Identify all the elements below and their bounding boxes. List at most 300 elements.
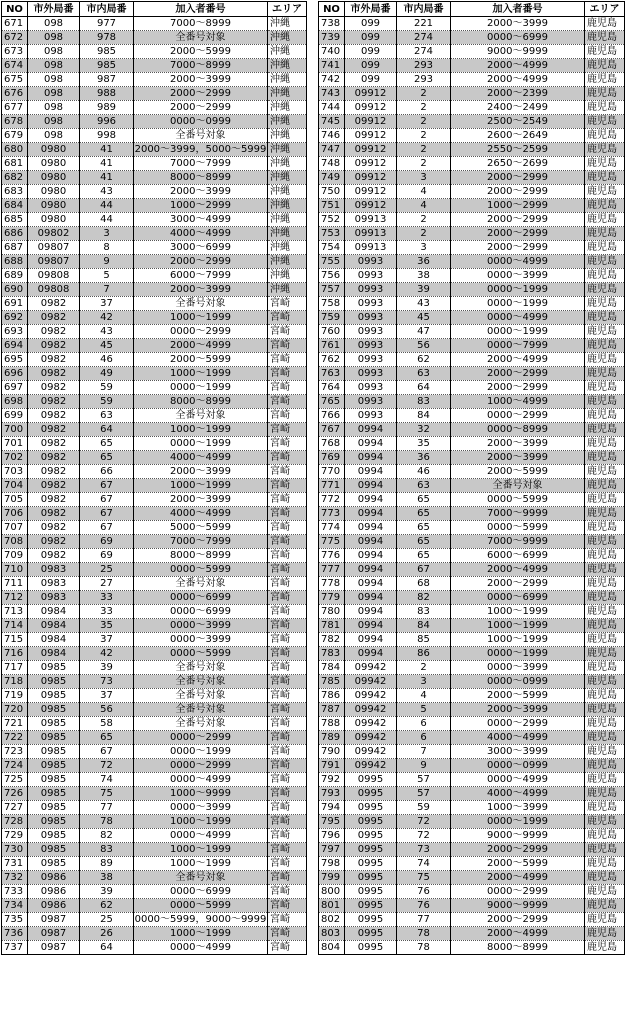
table-row <box>2 857 307 871</box>
cell-local-code: 41 <box>80 171 134 185</box>
cell-subscriber-number: 2000～2999 <box>451 843 585 857</box>
cell-area: 鹿児島 <box>585 745 625 759</box>
table-row <box>319 759 625 773</box>
cell-area: 宮崎 <box>268 437 307 451</box>
cell-local-code: 56 <box>80 703 134 717</box>
cell-subscriber-number: 2000～3999，5000～5999 <box>134 144 267 155</box>
table-row <box>319 17 625 31</box>
cell-subscriber-number: 2000～3999 <box>134 465 268 479</box>
cell-subscriber-number: 7000～7999 <box>134 535 268 549</box>
cell-no: 763 <box>319 367 345 381</box>
cell-area-code: 0982 <box>28 535 80 549</box>
cell-area: 鹿児島 <box>585 381 625 395</box>
cell-area-code: 0994 <box>345 465 397 479</box>
cell-local-code: 5 <box>397 703 451 717</box>
cell-area: 鹿児島 <box>585 577 625 591</box>
cell-area: 宮崎 <box>268 619 307 633</box>
cell-local-code: 67 <box>80 493 134 507</box>
table-row <box>2 871 307 885</box>
left-table-body <box>2 17 307 955</box>
cell-area-code: 0994 <box>345 647 397 661</box>
cell-no: 700 <box>2 423 28 437</box>
cell-area: 鹿児島 <box>585 423 625 437</box>
cell-local-code: 73 <box>80 675 134 689</box>
table-row <box>2 157 307 171</box>
cell-area: 宮崎 <box>268 843 307 857</box>
cell-subscriber-number: 2000～5999 <box>451 689 585 703</box>
table-row <box>319 101 625 115</box>
cell-area: 鹿児島 <box>585 115 625 129</box>
cell-area-code: 0982 <box>28 451 80 465</box>
table-row <box>2 675 307 689</box>
cell-local-code: 65 <box>397 507 451 521</box>
cell-subscriber-number: 2600～2649 <box>451 129 585 143</box>
cell-local-code: 39 <box>80 885 134 899</box>
cell-no: 708 <box>2 535 28 549</box>
cell-area-code: 09912 <box>345 185 397 199</box>
cell-area-code: 09942 <box>345 717 397 731</box>
cell-local-code: 45 <box>397 311 451 325</box>
cell-subscriber-number: 2000～3999 <box>451 437 585 451</box>
cell-subscriber-number: 8000～8999 <box>134 171 268 185</box>
cell-area: 鹿児島 <box>585 717 625 731</box>
cell-area-code: 0994 <box>345 633 397 647</box>
cell-area-code: 0984 <box>28 619 80 633</box>
cell-subscriber-number: 4000～4999 <box>451 731 585 745</box>
cell-area: 宮崎 <box>268 549 307 563</box>
table-row <box>2 423 307 437</box>
cell-subscriber-number: 全番号対象 <box>134 577 268 591</box>
cell-no: 749 <box>319 171 345 185</box>
cell-local-code: 66 <box>80 465 134 479</box>
cell-area: 鹿児島 <box>585 675 625 689</box>
cell-area: 宮崎 <box>268 787 307 801</box>
table-row <box>319 619 625 633</box>
cell-local-code: 63 <box>397 479 451 493</box>
table-row <box>319 185 625 199</box>
table-row <box>319 605 625 619</box>
cell-area: 鹿児島 <box>585 871 625 885</box>
cell-area-code: 098 <box>28 59 80 73</box>
table-row <box>2 297 307 311</box>
cell-local-code: 37 <box>80 689 134 703</box>
cell-local-code: 75 <box>397 871 451 885</box>
cell-area: 鹿児島 <box>585 395 625 409</box>
cell-subscriber-number: 0000～5999 <box>451 521 585 535</box>
cell-no: 722 <box>2 731 28 745</box>
cell-no: 733 <box>2 885 28 899</box>
cell-local-code: 43 <box>80 325 134 339</box>
cell-subscriber-number: 0000～0999 <box>451 759 585 773</box>
cell-area: 宮崎 <box>268 577 307 591</box>
cell-subscriber-number: 2000～5999 <box>451 857 585 871</box>
table-row <box>2 213 307 227</box>
cell-area: 沖縄 <box>268 87 307 101</box>
cell-local-code: 76 <box>397 885 451 899</box>
cell-local-code: 82 <box>80 829 134 843</box>
cell-area: 鹿児島 <box>585 857 625 871</box>
table-row <box>2 45 307 59</box>
cell-area-code: 0993 <box>345 367 397 381</box>
cell-area-code: 0994 <box>345 493 397 507</box>
cell-area: 鹿児島 <box>585 479 625 493</box>
cell-local-code: 47 <box>397 325 451 339</box>
cell-area-code: 0994 <box>345 549 397 563</box>
cell-local-code: 65 <box>80 731 134 745</box>
cell-no: 686 <box>2 227 28 241</box>
cell-no: 711 <box>2 577 28 591</box>
cell-area: 鹿児島 <box>585 787 625 801</box>
cell-area: 鹿児島 <box>585 101 625 115</box>
cell-area-code: 0995 <box>345 857 397 871</box>
cell-area-code: 0995 <box>345 843 397 857</box>
table-row <box>2 927 307 941</box>
cell-area-code: 0985 <box>28 843 80 857</box>
cell-area: 宮崎 <box>268 759 307 773</box>
cell-area-code: 0994 <box>345 535 397 549</box>
cell-local-code: 73 <box>397 843 451 857</box>
cell-no: 769 <box>319 451 345 465</box>
cell-area-code: 09912 <box>345 199 397 213</box>
cell-local-code: 33 <box>80 591 134 605</box>
cell-no: 725 <box>2 773 28 787</box>
cell-area: 宮崎 <box>268 339 307 353</box>
cell-area-code: 0987 <box>28 927 80 941</box>
cell-area: 沖縄 <box>268 199 307 213</box>
cell-area-code: 0982 <box>28 549 80 563</box>
cell-area-code: 098 <box>28 101 80 115</box>
header-local-code: 市内局番 <box>80 2 134 17</box>
cell-subscriber-number: 7000～9999 <box>451 507 585 521</box>
cell-no: 799 <box>319 871 345 885</box>
cell-area-code: 0994 <box>345 591 397 605</box>
cell-subscriber-number: 0000～2999 <box>134 325 268 339</box>
cell-local-code: 2 <box>397 87 451 101</box>
cell-area-code: 0985 <box>28 787 80 801</box>
table-row <box>319 857 625 871</box>
cell-area-code: 0985 <box>28 857 80 871</box>
cell-no: 761 <box>319 339 345 353</box>
cell-subscriber-number: 0000～4999 <box>451 255 585 269</box>
cell-local-code: 7 <box>80 283 134 297</box>
cell-no: 788 <box>319 717 345 731</box>
cell-area-code: 0982 <box>28 521 80 535</box>
cell-no: 754 <box>319 241 345 255</box>
table-row <box>319 843 625 857</box>
cell-area: 鹿児島 <box>585 815 625 829</box>
cell-subscriber-number: 0000～1999 <box>134 381 268 395</box>
cell-area-code: 0993 <box>345 325 397 339</box>
table-row <box>319 115 625 129</box>
table-row <box>2 129 307 143</box>
cell-area: 鹿児島 <box>585 493 625 507</box>
cell-local-code: 293 <box>397 73 451 87</box>
cell-no: 676 <box>2 87 28 101</box>
cell-area: 鹿児島 <box>585 535 625 549</box>
cell-subscriber-number: 0000～3999 <box>451 661 585 675</box>
cell-local-code: 78 <box>397 927 451 941</box>
cell-no: 777 <box>319 563 345 577</box>
cell-area: 宮崎 <box>268 605 307 619</box>
table-row <box>319 507 625 521</box>
table-row <box>319 171 625 185</box>
cell-no: 702 <box>2 451 28 465</box>
cell-no: 698 <box>2 395 28 409</box>
table-row <box>2 899 307 913</box>
table-row <box>2 115 307 129</box>
cell-subscriber-number: 全番号対象 <box>134 31 268 45</box>
cell-local-code: 45 <box>80 339 134 353</box>
cell-local-code: 46 <box>80 353 134 367</box>
table-row <box>319 381 625 395</box>
cell-subscriber-number: 2000～4999 <box>451 563 585 577</box>
cell-subscriber-number: 2000～3999 <box>134 185 268 199</box>
header-area-code: 市外局番 <box>28 2 80 17</box>
cell-no: 710 <box>2 563 28 577</box>
cell-area-code: 0985 <box>28 703 80 717</box>
cell-area: 鹿児島 <box>585 661 625 675</box>
header-area: エリア <box>268 2 307 17</box>
cell-local-code: 43 <box>80 185 134 199</box>
table-row <box>2 437 307 451</box>
cell-no: 747 <box>319 143 345 157</box>
table-row <box>2 143 307 157</box>
cell-no: 756 <box>319 269 345 283</box>
table-row <box>319 157 625 171</box>
cell-area: 沖縄 <box>268 157 307 171</box>
cell-area: 鹿児島 <box>585 269 625 283</box>
cell-subscriber-number: 2000～2399 <box>451 87 585 101</box>
cell-local-code: 67 <box>80 479 134 493</box>
cell-area: 宮崎 <box>268 367 307 381</box>
cell-subscriber-number: 2000～3999 <box>134 493 268 507</box>
cell-area-code: 0980 <box>28 185 80 199</box>
cell-no: 731 <box>2 857 28 871</box>
table-row <box>319 45 625 59</box>
cell-area-code: 09912 <box>345 143 397 157</box>
cell-area: 沖縄 <box>268 115 307 129</box>
cell-no: 724 <box>2 759 28 773</box>
cell-subscriber-number: 8000～8999 <box>134 549 268 563</box>
cell-area: 宮崎 <box>268 465 307 479</box>
cell-no: 759 <box>319 311 345 325</box>
cell-local-code: 33 <box>80 605 134 619</box>
cell-area-code: 0994 <box>345 437 397 451</box>
table-row <box>319 479 625 493</box>
cell-subscriber-number: 0000～6999 <box>134 605 268 619</box>
cell-area: 宮崎 <box>268 563 307 577</box>
cell-local-code: 44 <box>80 199 134 213</box>
cell-subscriber-number: 2000～3999 <box>134 73 268 87</box>
table-row <box>319 255 625 269</box>
cell-no: 794 <box>319 801 345 815</box>
cell-subscriber-number: 0000～1999 <box>451 325 585 339</box>
cell-area: 宮崎 <box>268 703 307 717</box>
table-row <box>319 773 625 787</box>
cell-subscriber-number: 0000～6999 <box>451 591 585 605</box>
cell-local-code: 64 <box>397 381 451 395</box>
cell-local-code: 82 <box>397 591 451 605</box>
cell-local-code: 37 <box>80 633 134 647</box>
cell-no: 740 <box>319 45 345 59</box>
table-row <box>2 577 307 591</box>
cell-area-code: 0985 <box>28 731 80 745</box>
table-row <box>319 871 625 885</box>
cell-area: 沖縄 <box>268 171 307 185</box>
cell-subscriber-number: 0000～4999 <box>134 773 268 787</box>
cell-subscriber-number: 2000～3999 <box>451 703 585 717</box>
cell-local-code: 9 <box>397 759 451 773</box>
cell-subscriber-number: 2000～4999 <box>451 73 585 87</box>
cell-no: 791 <box>319 759 345 773</box>
cell-local-code: 57 <box>397 787 451 801</box>
cell-subscriber-number: 3000～6999 <box>134 241 268 255</box>
cell-area-code: 0982 <box>28 367 80 381</box>
table-row <box>2 255 307 269</box>
cell-no: 730 <box>2 843 28 857</box>
cell-area: 鹿児島 <box>585 913 625 927</box>
cell-area: 宮崎 <box>268 829 307 843</box>
table-row <box>2 745 307 759</box>
cell-area: 宮崎 <box>268 493 307 507</box>
cell-area: 宮崎 <box>268 871 307 885</box>
table-row <box>2 843 307 857</box>
header-local-code: 市内局番 <box>397 2 451 17</box>
cell-no: 673 <box>2 45 28 59</box>
cell-no: 737 <box>2 941 28 955</box>
cell-local-code: 6 <box>397 717 451 731</box>
cell-subscriber-number: 0000～6999 <box>134 885 268 899</box>
table-row <box>2 311 307 325</box>
cell-subscriber-number: 8000～8999 <box>134 395 268 409</box>
cell-no: 687 <box>2 241 28 255</box>
table-row <box>319 87 625 101</box>
cell-no: 679 <box>2 129 28 143</box>
cell-no: 688 <box>2 255 28 269</box>
cell-no: 674 <box>2 59 28 73</box>
cell-area-code: 0983 <box>28 577 80 591</box>
cell-local-code: 5 <box>80 269 134 283</box>
cell-subscriber-number: 2400～2499 <box>451 101 585 115</box>
cell-area-code: 0982 <box>28 297 80 311</box>
cell-area: 鹿児島 <box>585 647 625 661</box>
cell-local-code: 274 <box>397 45 451 59</box>
cell-subscriber-number: 2000～2999 <box>451 171 585 185</box>
table-row <box>319 689 625 703</box>
cell-area: 宮崎 <box>268 773 307 787</box>
cell-no: 681 <box>2 157 28 171</box>
cell-area-code: 0985 <box>28 801 80 815</box>
cell-no: 782 <box>319 633 345 647</box>
cell-subscriber-number: 1000～1999 <box>134 927 268 941</box>
cell-area-code: 0994 <box>345 563 397 577</box>
cell-area-code: 09807 <box>28 255 80 269</box>
cell-area-code: 09807 <box>28 241 80 255</box>
table-row <box>319 297 625 311</box>
cell-area: 鹿児島 <box>585 507 625 521</box>
cell-no: 745 <box>319 115 345 129</box>
table-row <box>319 339 625 353</box>
cell-no: 770 <box>319 465 345 479</box>
table-row <box>2 591 307 605</box>
cell-area-code: 098 <box>28 115 80 129</box>
cell-subscriber-number: 0000～2999 <box>451 717 585 731</box>
cell-no: 795 <box>319 815 345 829</box>
cell-local-code: 42 <box>80 647 134 661</box>
cell-area-code: 0995 <box>345 941 397 955</box>
cell-no: 707 <box>2 521 28 535</box>
cell-area: 鹿児島 <box>585 843 625 857</box>
cell-subscriber-number: 2000～4999 <box>451 59 585 73</box>
table-row <box>2 941 307 955</box>
cell-area-code: 0982 <box>28 353 80 367</box>
cell-area: 鹿児島 <box>585 591 625 605</box>
cell-local-code: 76 <box>397 899 451 913</box>
cell-area: 沖縄 <box>268 45 307 59</box>
cell-area: 鹿児島 <box>585 619 625 633</box>
cell-no: 774 <box>319 521 345 535</box>
cell-subscriber-number: 1000～1999 <box>134 843 268 857</box>
table-row <box>2 731 307 745</box>
cell-area: 鹿児島 <box>585 87 625 101</box>
cell-subscriber-number: 0000～1999 <box>451 283 585 297</box>
cell-no: 705 <box>2 493 28 507</box>
cell-area: 宮崎 <box>268 941 307 955</box>
table-row <box>2 269 307 283</box>
cell-no: 784 <box>319 661 345 675</box>
table-row <box>2 633 307 647</box>
cell-no: 696 <box>2 367 28 381</box>
cell-local-code: 988 <box>80 87 134 101</box>
table-row <box>2 563 307 577</box>
table-row <box>319 311 625 325</box>
cell-subscriber-number: 0000～5999 <box>134 647 268 661</box>
cell-subscriber-number: 0000～1999 <box>451 647 585 661</box>
table-row <box>319 829 625 843</box>
cell-local-code: 2 <box>397 101 451 115</box>
cell-local-code: 4 <box>397 199 451 213</box>
cell-subscriber-number: 0000～5999 <box>134 563 268 577</box>
cell-subscriber-number: 2550～2599 <box>451 143 585 157</box>
cell-local-code: 32 <box>397 423 451 437</box>
table-row <box>2 829 307 843</box>
cell-area: 鹿児島 <box>585 885 625 899</box>
cell-no: 748 <box>319 157 345 171</box>
cell-local-code: 56 <box>397 339 451 353</box>
header-no: NO <box>319 2 345 17</box>
cell-area: 宮崎 <box>268 815 307 829</box>
cell-area: 沖縄 <box>268 101 307 115</box>
cell-no: 736 <box>2 927 28 941</box>
cell-no: 713 <box>2 605 28 619</box>
cell-area-code: 0995 <box>345 787 397 801</box>
cell-local-code: 59 <box>80 381 134 395</box>
cell-area: 宮崎 <box>268 395 307 409</box>
cell-subscriber-number: 1000～1999 <box>134 311 268 325</box>
cell-local-code: 26 <box>80 927 134 941</box>
cell-no: 742 <box>319 73 345 87</box>
table-row <box>319 395 625 409</box>
cell-no: 778 <box>319 577 345 591</box>
cell-subscriber-number: 全番号対象 <box>134 689 268 703</box>
cell-no: 693 <box>2 325 28 339</box>
table-row <box>2 815 307 829</box>
cell-area-code: 0995 <box>345 913 397 927</box>
cell-local-code: 274 <box>397 31 451 45</box>
cell-area-code: 09942 <box>345 745 397 759</box>
cell-area: 宮崎 <box>268 661 307 675</box>
cell-area-code: 098 <box>28 45 80 59</box>
